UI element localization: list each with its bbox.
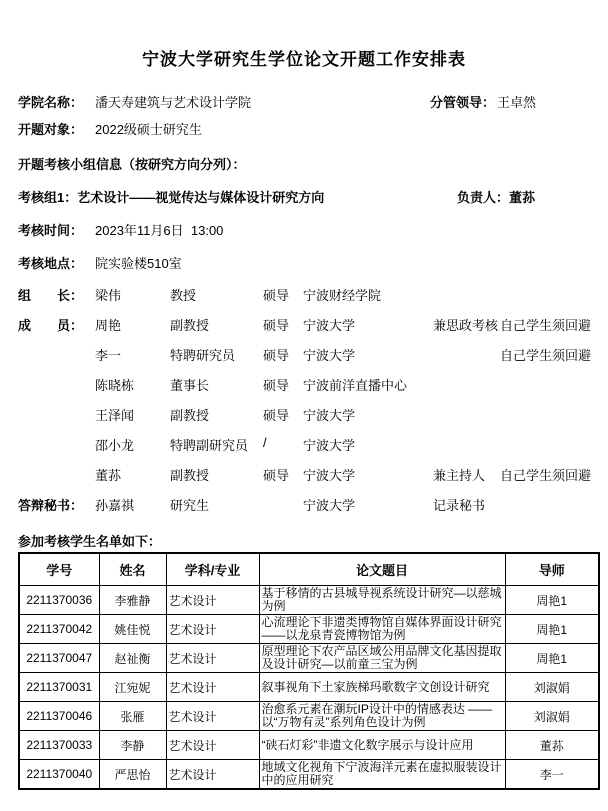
member-name: 董荪: [95, 468, 122, 483]
member-degree: 硕导: [263, 408, 290, 423]
panel-section-title: 开题考核小组信息（按研究方向分列）：: [18, 157, 246, 172]
students-header-row: [19, 553, 599, 586]
committee-row: [0, 435, 608, 465]
student-thesis-title: 地域文化视角下宁波海洋元素在虚拟服装设计中的应用研究: [259, 760, 505, 790]
member-title: 副教授: [170, 468, 210, 483]
member-title: 特聘研究员: [170, 348, 236, 363]
student-tutor: 周艳1: [505, 586, 599, 615]
student-tutor: 周艳1: [505, 644, 599, 673]
student-major: 艺术设计: [166, 760, 259, 790]
member-unit: 宁波大学: [303, 318, 356, 333]
member-unit: 宁波大学: [303, 348, 356, 363]
member-name: 邵小龙: [95, 438, 135, 453]
student-major: 艺术设计: [166, 702, 259, 731]
student-major: 艺术设计: [166, 644, 259, 673]
target-value: 2022级硕士研究生: [95, 122, 202, 137]
school-name-value: 潘天寿建筑与艺术设计学院: [95, 95, 252, 110]
student-id: 2211370031: [19, 673, 99, 702]
member-title: 特聘副研究员: [170, 438, 249, 453]
member-unit: 宁波前洋直播中心: [303, 378, 408, 393]
committee-row: [0, 465, 608, 495]
col-header-tutor: 导师: [505, 553, 599, 586]
col-header-thesis-title: 论文题目: [259, 553, 505, 586]
leader-label: 分管领导：: [430, 95, 496, 110]
member-unit: 宁波财经学院: [303, 288, 382, 303]
member-role-label: 组 长：: [18, 288, 84, 303]
member-degree: 硕导: [263, 468, 290, 483]
student-major: 艺术设计: [166, 673, 259, 702]
member-title: 研究生: [170, 498, 210, 513]
school-name-label: 学院名称：: [18, 95, 84, 110]
review-time-value: 2023年11月6日 13:00: [95, 223, 224, 238]
student-row: [19, 673, 599, 702]
committee-row: [0, 375, 608, 405]
committee-row: [0, 345, 608, 375]
student-name: 姚佳悦: [99, 615, 166, 644]
student-row: [19, 760, 599, 790]
student-thesis-title: “硖石灯彩”非遗文化数字展示与设计应用: [259, 731, 505, 760]
page-title: 宁波大学研究生学位论文开题工作安排表: [142, 50, 466, 69]
member-unit: 宁波大学: [303, 498, 356, 513]
member-degree: 硕导: [263, 348, 290, 363]
member-avoid-note: 自己学生须回避: [500, 468, 592, 483]
student-id: 2211370047: [19, 644, 99, 673]
member-unit: 宁波大学: [303, 438, 356, 453]
student-row: [19, 615, 599, 644]
student-major: 艺术设计: [166, 731, 259, 760]
member-degree: 硕导: [263, 288, 290, 303]
member-extra-role: 兼思政考核: [433, 318, 499, 333]
col-header-name: 姓名: [99, 553, 166, 586]
student-id: 2211370033: [19, 731, 99, 760]
student-name: 严思怡: [99, 760, 166, 790]
review-time-label: 考核时间：: [18, 223, 84, 238]
member-name: 周艳: [95, 318, 122, 333]
committee-row: [0, 315, 608, 345]
review-place-value: 院实验楼510室: [95, 256, 182, 271]
member-avoid-note: 自己学生须回避: [500, 318, 592, 333]
leader-value: 王卓然: [497, 95, 537, 110]
student-thesis-title: 原型理论下农产品区域公用品牌文化基因提取及设计研究—以前童三宝为例: [259, 644, 505, 673]
students-heading: 参加考核学生名单如下：: [18, 534, 162, 549]
review-place-label: 考核地点：: [18, 256, 84, 271]
member-avoid-note: 自己学生须回避: [500, 348, 592, 363]
target-label: 开题对象：: [18, 122, 84, 137]
member-name: 孙嘉祺: [95, 498, 135, 513]
student-thesis-title: 叙事视角下土家族梯玛歌数字文创设计研究: [259, 673, 505, 702]
student-row: [19, 731, 599, 760]
member-title: 董事长: [170, 378, 210, 393]
student-tutor: 刘淑娟: [505, 702, 599, 731]
student-thesis-title: 治愈系元素在潮玩IP设计中的情感表达 ——以“万物有灵”系列角色设计为例: [259, 702, 505, 731]
member-title: 教授: [170, 288, 197, 303]
student-name: 江宛妮: [99, 673, 166, 702]
member-unit: 宁波大学: [303, 468, 356, 483]
committee-row: [0, 285, 608, 315]
student-row: [19, 644, 599, 673]
student-major: 艺术设计: [166, 615, 259, 644]
student-id: 2211370036: [19, 586, 99, 615]
student-thesis-title: 基于移情的古县城导视系统设计研究—以慈城为例: [259, 586, 505, 615]
member-extra-role: 记录秘书: [433, 498, 486, 513]
student-tutor: 李一: [505, 760, 599, 790]
committee-row: [0, 495, 608, 525]
member-name: 梁伟: [95, 288, 122, 303]
member-name: 陈晓栋: [95, 378, 135, 393]
student-major: 艺术设计: [166, 586, 259, 615]
student-row: [19, 702, 599, 731]
student-name: 李静: [99, 731, 166, 760]
member-unit: 宁波大学: [303, 408, 356, 423]
student-name: 张雁: [99, 702, 166, 731]
student-thesis-title: 心流理论下非遗类博物馆自媒体界面设计研究——以龙泉青瓷博物馆为例: [259, 615, 505, 644]
student-id: 2211370046: [19, 702, 99, 731]
member-degree: 硕导: [263, 318, 290, 333]
panel-head: 负责人：董荪: [457, 190, 536, 205]
member-role-label: 答辩秘书：: [18, 498, 84, 513]
student-tutor: 周艳1: [505, 615, 599, 644]
col-header-student-id: 学号: [19, 553, 99, 586]
student-row: [19, 586, 599, 615]
member-degree: /: [263, 435, 267, 450]
student-id: 2211370040: [19, 760, 99, 790]
member-degree: 硕导: [263, 378, 290, 393]
member-title: 副教授: [170, 318, 210, 333]
student-tutor: 刘淑娟: [505, 673, 599, 702]
member-name: 李一: [95, 348, 122, 363]
student-name: 赵祉衡: [99, 644, 166, 673]
member-extra-role: 兼主持人: [433, 468, 486, 483]
member-title: 副教授: [170, 408, 210, 423]
panel-group-title: 考核组1：艺术设计——视觉传达与媒体设计研究方向: [18, 190, 325, 205]
committee-row: [0, 405, 608, 435]
member-role-label: 成 员：: [18, 318, 84, 333]
member-name: 王泽闻: [95, 408, 135, 423]
student-name: 李雅静: [99, 586, 166, 615]
students-table: [18, 552, 600, 790]
student-tutor: 董荪: [505, 731, 599, 760]
col-header-major: 学科/专业: [166, 553, 259, 586]
student-id: 2211370042: [19, 615, 99, 644]
